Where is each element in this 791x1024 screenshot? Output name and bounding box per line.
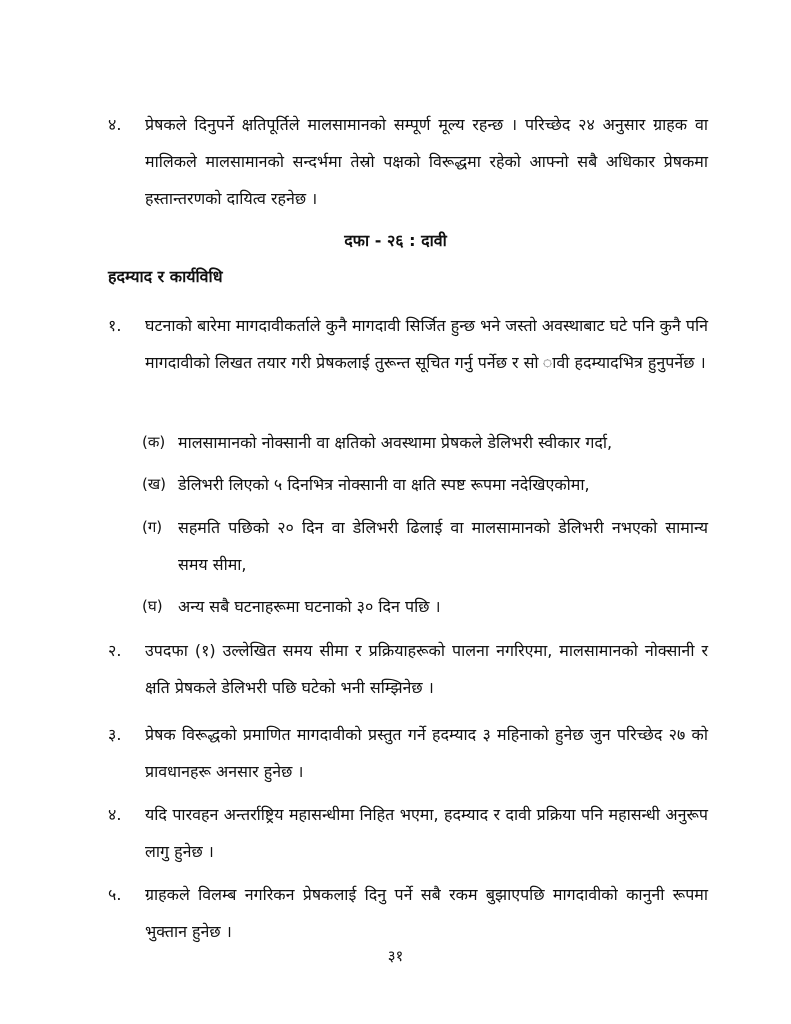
clause-2 <box>108 632 708 706</box>
subclause-text: सहमति पछिको २० दिन वा डेलिभरी ढिलाई वा मालसामानको डेलिभरी नभएको सामान्य समय सीमा, <box>178 518 708 574</box>
clause-text: प्रेषक विरूद्धको प्रमाणित मागदावीको प्रस्तुत गर्ने हदम्याद ३ महिनाको हुनेछ जुन परिच्छेद २७ को प्रावधानहरू अनसार हुनेछ । <box>145 725 708 781</box>
subclause-text: अन्य सबै घटनाहरूमा घटनाको ३० दिन पछि । <box>178 597 441 616</box>
subclause-gha <box>142 588 708 625</box>
clause-number: ५. <box>108 885 122 904</box>
subclause-label: (ग) <box>142 518 163 536</box>
subclause-ka <box>142 424 708 461</box>
clause-text: यदि पारवहन अन्तर्राष्ट्रिय महासन्धीमा निहित भएमा, हदम्याद र दावी प्रक्रिया पनि महासन्धी अनुरूप लागु हुनेछ । <box>145 805 708 861</box>
subclause-kha <box>142 466 708 503</box>
clause-5 <box>108 876 708 950</box>
clause-4-intro <box>108 106 708 217</box>
clause-number: ३. <box>108 725 122 744</box>
clause-3 <box>108 716 708 790</box>
subclause-label: (क) <box>142 433 166 451</box>
subclause-label: (घ) <box>142 597 163 615</box>
clause-number: ४. <box>108 115 122 134</box>
clause-1 <box>108 307 708 381</box>
clause-number: २. <box>108 641 122 660</box>
clause-text: उपदफा (१) उल्लेखित समय सीमा र प्रक्रियाहरूको पालना नगरिएमा, मालसामानको नोक्सानी र क्षति प्रेषकले डेलिभरी पछि घटेको भनी सम्झिनेछ । <box>145 641 708 697</box>
clause-text: प्रेषकले दिनुपर्ने क्षतिपूर्तिले मालसामानको सम्पूर्ण मूल्य रहन्छ । परिच्छेद २४ अनुसार ग्राहक वा मालिकले मालसामानको सन्दर्भमा तेस्रो पक्षको विरूद्धमा रहेको आफ्नो सबै अधिकार प्रेषकमा हस्तान्तरणको दायित्व रहनेछ । <box>145 115 708 208</box>
subclause-text: मालसामानको नोक्सानी वा क्षतिको अवस्थामा प्रेषकले डेलिभरी स्वीकार गर्दा, <box>178 433 613 452</box>
clause-number: ४. <box>108 805 122 824</box>
section-heading: दफा - २६ : दावी <box>344 231 447 250</box>
clause-text: ग्राहकले विलम्ब नगरिकन प्रेषकलाई दिनु पर्ने सबै रकम बुझाएपछि मागदावीको कानुनी रूपमा भुक्तान हुनेछ । <box>145 885 708 941</box>
subheading: हदम्याद र कार्यविधि <box>108 267 223 286</box>
page-number: ३१ <box>387 947 404 965</box>
subclause-text: डेलिभरी लिएको ५ दिनभित्र नोक्सानी वा क्षति स्पष्ट रूपमा नदेखिएकोमा, <box>178 475 590 494</box>
clause-4 <box>108 796 708 870</box>
subclause-ga <box>142 509 708 583</box>
subclause-label: (ख) <box>142 475 166 493</box>
clause-number: १. <box>108 316 122 335</box>
clause-text: घटनाको बारेमा मागदावीकर्ताले कुनै मागदावी सिर्जित हुन्छ भने जस्तो अवस्थाबाट घटे पनि कुनै पनि मागदावीको लिखत तयार गरी प्रेषकलाई तुरून्त सूचित गर्नु पर्नेछ र सो ावी हदम्यादभित्र हुनुपर्नेछ । <box>145 316 708 372</box>
